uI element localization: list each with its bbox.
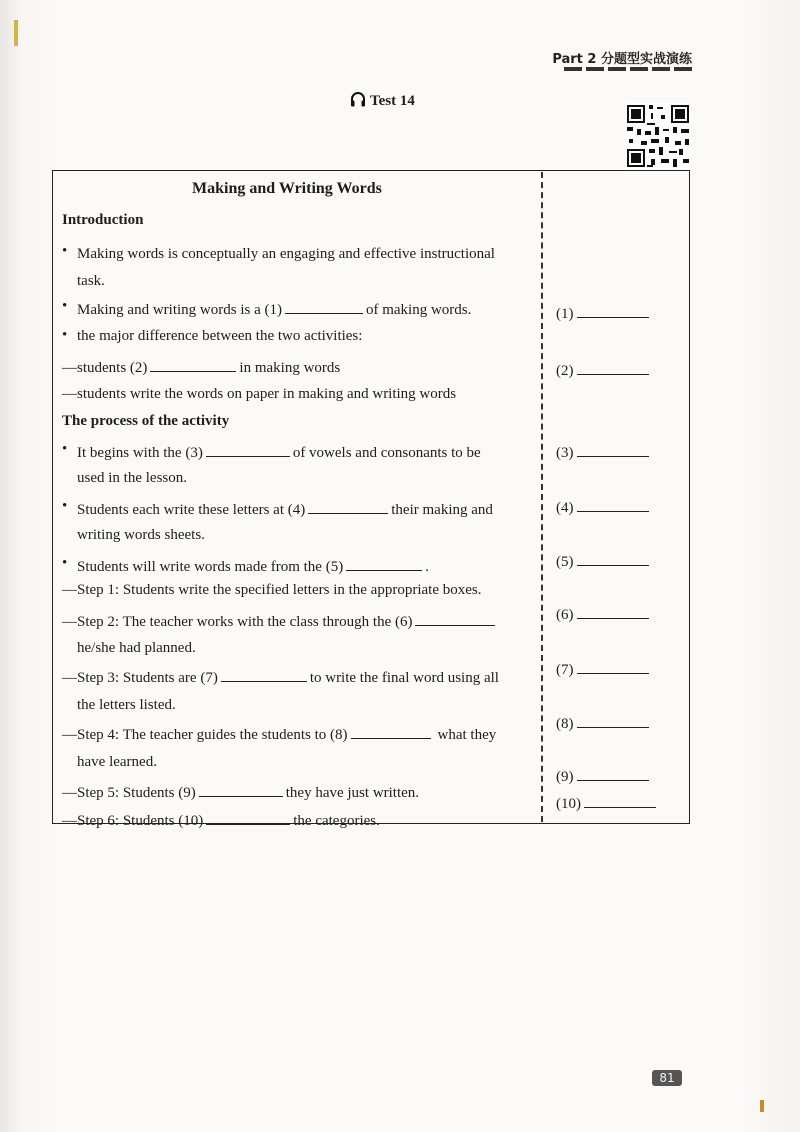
- page-edge-mark: [14, 20, 18, 46]
- text-line: he/she had planned.: [77, 640, 196, 656]
- text-line: the letters listed.: [77, 697, 176, 713]
- answer-slot-5[interactable]: (5): [556, 551, 652, 571]
- page-number-badge: 81: [652, 1070, 682, 1086]
- qr-code[interactable]: [625, 103, 691, 169]
- blank-2[interactable]: [150, 357, 236, 372]
- blank-5[interactable]: [346, 556, 422, 571]
- answer-slot-2[interactable]: (2): [556, 360, 652, 380]
- box-title: Making and Writing Words: [192, 180, 382, 197]
- answer-slot-3[interactable]: (3): [556, 442, 652, 462]
- answer-slot-6[interactable]: (6): [556, 604, 652, 624]
- answer-column-divider: [541, 172, 543, 822]
- text-line: used in the lesson.: [77, 470, 187, 486]
- text-line: Students will write words made from the (5) .: [77, 556, 429, 576]
- text-line: Making and writing words is a (1) of making words.: [77, 299, 471, 319]
- bullet: •: [62, 498, 68, 514]
- bullet: •: [62, 298, 68, 314]
- bullet: •: [62, 441, 68, 457]
- headphones-icon: [350, 92, 366, 112]
- text-line: —Step 4: The teacher guides the students to (8) what they: [62, 724, 496, 744]
- bullet: •: [62, 327, 68, 343]
- answer-slot-7[interactable]: (7): [556, 659, 652, 679]
- bullet: •: [62, 243, 68, 259]
- section-header: Part 2 分题型实战演练: [552, 52, 692, 67]
- blank-9[interactable]: [199, 782, 283, 797]
- text-line: Students each write these letters at (4) their making and: [77, 499, 493, 519]
- blank-1[interactable]: [285, 299, 363, 314]
- bullet: •: [62, 555, 68, 571]
- blank-7[interactable]: [221, 667, 307, 682]
- text-line: writing words sheets.: [77, 527, 205, 543]
- blank-10[interactable]: [206, 810, 290, 825]
- answer-slot-4[interactable]: (4): [556, 497, 652, 517]
- text-line: It begins with the (3) of vowels and consonants to be: [77, 442, 481, 462]
- text-line: —Step 6: Students (10) the categories.: [62, 810, 380, 830]
- text-line: —students write the words on paper in making and writing words: [62, 386, 457, 402]
- answer-slot-8[interactable]: (8): [556, 713, 652, 733]
- answer-slot-9[interactable]: (9): [556, 766, 652, 786]
- text-line: —students (2) in making words: [62, 357, 340, 377]
- blank-3[interactable]: [206, 442, 290, 457]
- blank-6[interactable]: [415, 611, 495, 626]
- text-line: task.: [77, 273, 105, 289]
- text-line: —Step 1: Students write the specified letters in the appropriate boxes.: [62, 582, 482, 598]
- test-title: [350, 92, 415, 112]
- text-line: the major difference between the two activities:: [77, 328, 363, 344]
- answer-slot-1[interactable]: (1): [556, 303, 652, 323]
- heading-process: The process of the activity: [62, 413, 230, 429]
- page-edge-mark: [760, 1100, 764, 1112]
- text-line: —Step 5: Students (9) they have just written.: [62, 782, 419, 802]
- text-line: —Step 2: The teacher works with the class through the (6): [62, 611, 498, 631]
- text-line: Making words is conceptually an engaging and effective instructional: [77, 246, 495, 262]
- heading-introduction: Introduction: [62, 212, 144, 228]
- text-line: have learned.: [77, 754, 157, 770]
- blank-4[interactable]: [308, 499, 388, 514]
- header-rule: [564, 67, 692, 71]
- text-line: —Step 3: Students are (7) to write the final word using all: [62, 667, 499, 687]
- answer-slot-10[interactable]: (10): [556, 793, 659, 813]
- blank-8[interactable]: [351, 724, 431, 739]
- test-title-text: Test 14: [370, 93, 415, 109]
